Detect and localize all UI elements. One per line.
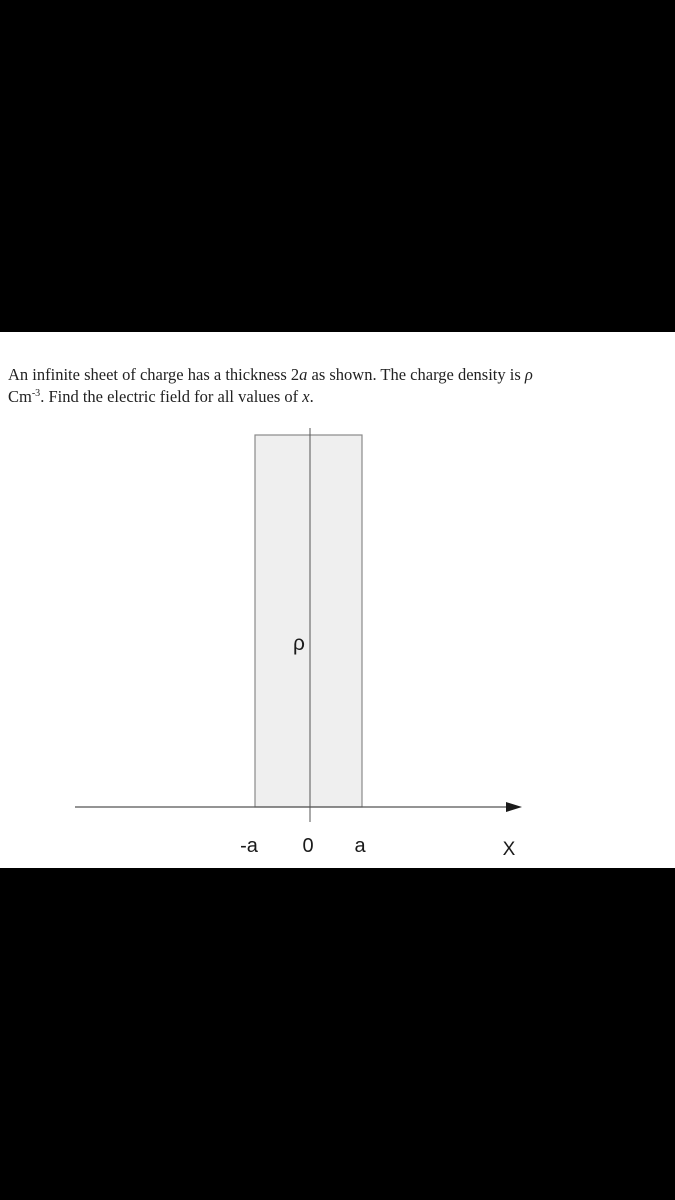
tick-label-minus-a: -a	[240, 835, 258, 857]
unit-exponent: -3	[31, 388, 41, 399]
variable-a: a	[299, 365, 308, 384]
unit-cm: Cm	[8, 387, 32, 406]
top-black-band	[0, 0, 675, 332]
problem-line-1: An infinite sheet of charge has a thickness 2a as shown. The charge density is ρ	[8, 365, 533, 384]
charged-slab	[255, 435, 362, 807]
axis-label-x: X	[502, 839, 516, 860]
tick-label-a: a	[354, 835, 366, 857]
problem-card	[0, 332, 675, 868]
x-axis-arrowhead	[506, 802, 522, 812]
problem-line-2: $Cm^{-3}$. Find the electric field for all values of x.	[8, 387, 314, 406]
charge-sheet-figure	[0, 332, 675, 868]
bottom-black-band	[0, 868, 675, 1200]
charge-density-label: ρ	[293, 632, 305, 655]
variable-rho: ρ	[524, 365, 533, 384]
variable-x: x	[302, 387, 310, 406]
tick-label-zero: 0	[302, 835, 314, 857]
